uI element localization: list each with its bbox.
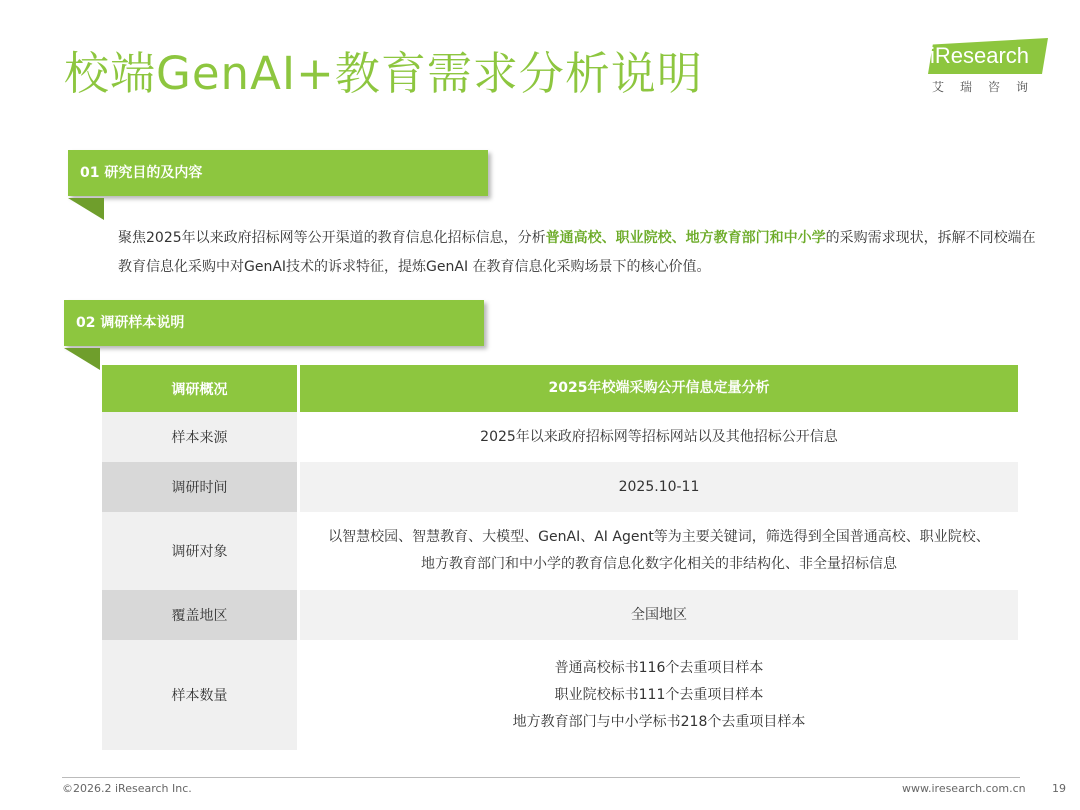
section-fold-decoration — [68, 198, 104, 220]
table-row — [102, 590, 1018, 640]
footer-copyright: ©2026.2 iResearch Inc. — [62, 782, 192, 795]
row-value — [300, 590, 1018, 640]
row-label: 样本来源 — [102, 412, 297, 462]
research-purpose-text — [118, 224, 1038, 282]
table-header-right: 2025年校端采购公开信息定量分析 — [300, 365, 1018, 412]
row-label: 样本数量 — [102, 640, 297, 750]
row-value — [300, 512, 1018, 590]
purpose-text-part2: 的采购需求现状，拆解不同校端在教育信息化采购中对GenAI技术的诉求特征，提炼GenAI 在教育信息化采购场景下的核心价值。 — [118, 230, 1036, 275]
table-header-left: 调研概况 — [102, 365, 297, 412]
row-value-line: 地方教育部门与中小学标书218个去重项目样本 — [512, 713, 806, 730]
row-label: 调研对象 — [102, 512, 297, 590]
section-header-purpose — [68, 150, 488, 196]
footer-website[interactable]: www.iresearch.com.cn — [902, 782, 1026, 795]
iresearch-logo — [928, 36, 1050, 96]
logo-text: iResearch — [930, 43, 1030, 68]
page-title: 校端GenAI+教育需求分析说明 — [64, 47, 703, 100]
table-row — [102, 512, 1018, 590]
row-value — [300, 412, 1018, 462]
footer-divider — [62, 777, 1020, 778]
row-value-line: 2025.10-11 — [618, 478, 700, 495]
section-fold-decoration — [64, 348, 100, 370]
survey-table — [102, 365, 1018, 750]
row-label: 调研时间 — [102, 462, 297, 512]
row-value-line: 以智慧校园、智慧教育、大模型、GenAI、AI Agent等为主要关键词，筛选得到全国普通高校、职业院校、 — [328, 529, 990, 545]
section-header-sample — [64, 300, 484, 346]
page-number: 19 — [1052, 782, 1066, 795]
table-header-row — [102, 365, 1018, 412]
table-row — [102, 462, 1018, 512]
row-label: 覆盖地区 — [102, 590, 297, 640]
row-value — [300, 640, 1018, 750]
table-row — [102, 412, 1018, 462]
row-value-line: 2025年以来政府招标网等招标网站以及其他招标公开信息 — [480, 428, 838, 445]
row-value-line: 普通高校标书116个去重项目样本 — [554, 659, 764, 676]
section-heading-sample: 02 调研样本说明 — [76, 315, 185, 331]
purpose-text-part1: 聚焦2025年以来政府招标网等公开渠道的教育信息化招标信息，分析 — [118, 230, 546, 246]
purpose-highlight: 普通高校、职业院校、地方教育部门和中小学 — [545, 230, 826, 246]
table-row — [102, 640, 1018, 750]
row-value-line: 全国地区 — [631, 606, 687, 623]
row-value-line: 职业院校标书111个去重项目样本 — [554, 686, 764, 703]
section-heading-purpose: 01 研究目的及内容 — [80, 165, 203, 181]
logo-subtitle: 艾瑞咨询 — [932, 80, 1045, 94]
row-value — [300, 462, 1018, 512]
row-value-line: 地方教育部门和中小学的教育信息化数字化相关的非结构化、非全量招标信息 — [421, 556, 897, 572]
